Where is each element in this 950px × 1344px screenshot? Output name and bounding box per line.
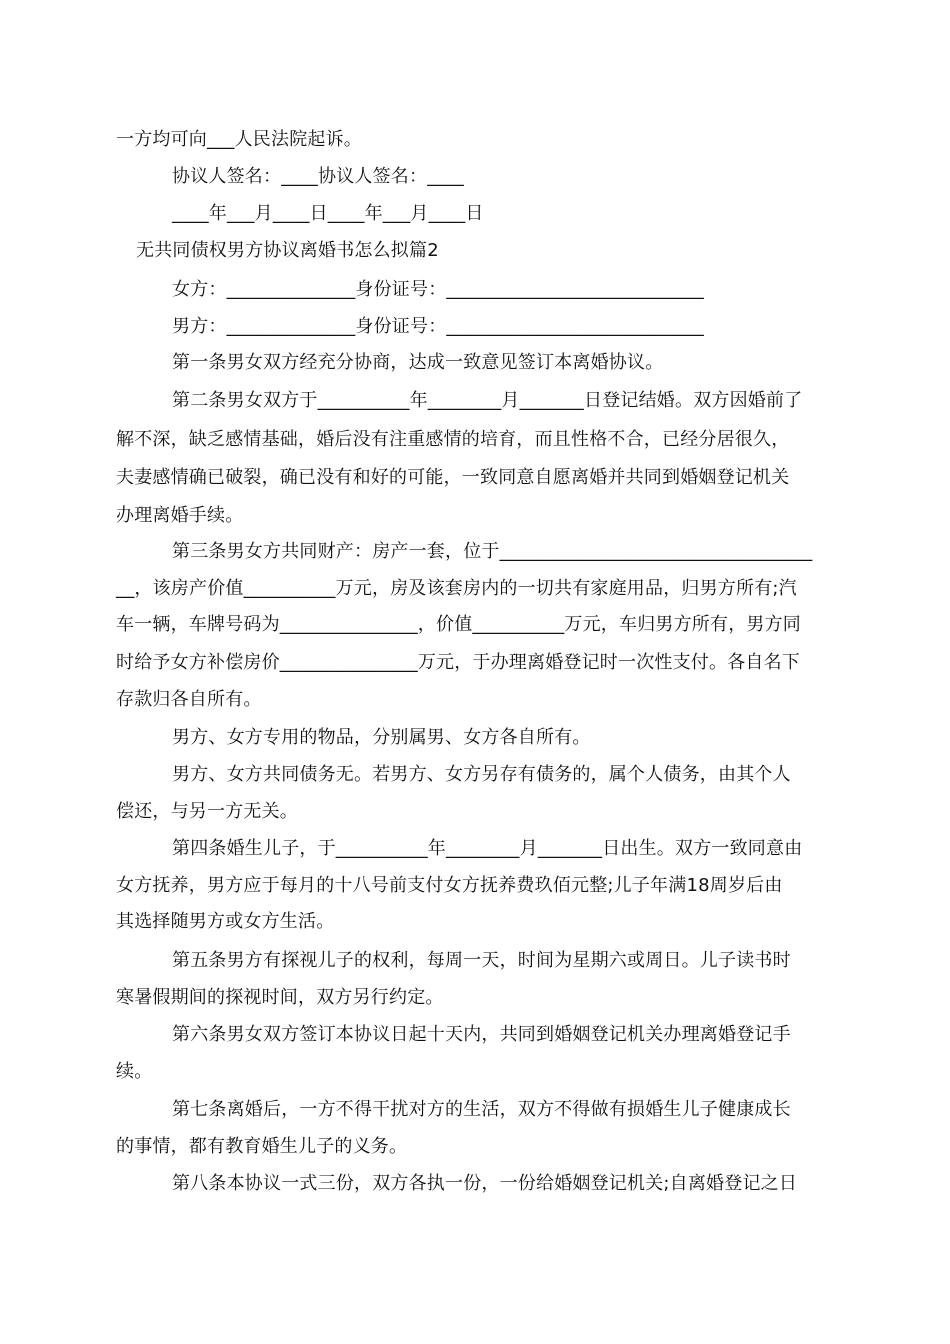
article-3-line-3: 车一辆，车牌号码为_______________，价值__________万元，车归男方所有，男方同 [116,614,801,635]
article-5-line-2: 寒暑假期间的探视时间，双方另行约定。 [116,987,444,1008]
article-2-line-4: 办理离婚手续。 [116,505,244,526]
article-3-line-2: __，该房产价值__________万元，房及该套房内的一切共有家庭用品，归男方所有;汽 [116,578,797,599]
debt-line-2: 偿还，与另一方无关。 [116,801,298,822]
debt-line-1: 男方、女方共同债务无。若男方、女方另存有债务的，属个人债务，由其个人 [172,764,791,785]
section-title: 无共同债权男方协议离婚书怎么拟篇2 [136,240,439,261]
article-7-line-2: 的事情，都有教育婚生儿子的义务。 [116,1136,408,1157]
article-3-line-5: 存款归各自所有。 [116,689,262,710]
male-id-line: 男方：______________身份证号：____________________________ [172,316,704,337]
article-3-line-1: 第三条男女方共同财产：房产一套，位于__________________________________ [172,541,813,562]
article-6-line-1: 第六条男女双方签订本协议日起十天内，共同到婚姻登记机关办理离婚登记手 [172,1024,791,1045]
article-2-line-3: 夫妻感情确已破裂，确已没有和好的可能，一致同意自愿离婚并共同到婚姻登记机关 [116,467,790,488]
article-2-line-2: 解不深，缺乏感情基础，婚后没有注重感情的培育，而且性格不合，已经分居很久， [116,429,790,450]
female-id-line: 女方：______________身份证号：____________________________ [172,279,704,300]
article-4-line-1: 第四条婚生儿子，于__________年________月_______日出生。双方一致同意由 [172,838,803,859]
article-4-line-2: 女方抚养，男方应于每月的十八号前支付女方抚养费玖佰元整;儿子年满18周岁后由 [116,875,783,896]
article-4-line-3: 其选择随男方或女方生活。 [116,911,335,932]
article-6-line-2: 续。 [116,1061,153,1082]
personal-items-line: 男方、女方专用的物品，分别属男、女方各自所有。 [172,727,591,748]
article-7-line-1: 第七条离婚后，一方不得干扰对方的生活，双方不得做有损婚生儿子健康成长 [172,1099,791,1120]
article-2-line-1: 第二条男女双方于__________年________月_______日登记结婚。双方因婚前了 [172,390,803,411]
text-line-court: 一方均可向___人民法院起诉。 [116,129,362,150]
article-8-line-1: 第八条本协议一式三份，双方各执一份，一份给婚姻登记机关;自离婚登记之日 [172,1173,798,1194]
article-3-line-4: 时给予女方补偿房价_______________万元，于办理离婚登记时一次性支付。各自名下 [116,652,800,673]
article-5-line-1: 第五条男方有探视儿子的权利，每周一天，时间为星期六或周日。儿子读书时 [172,950,791,971]
article-1: 第一条男女双方经充分协商，达成一致意见签订本离婚协议。 [172,352,664,373]
signature-line: 协议人签名：____协议人签名：____ [172,166,464,187]
date-line: ____年___月____日____年___月____日 [172,203,484,224]
